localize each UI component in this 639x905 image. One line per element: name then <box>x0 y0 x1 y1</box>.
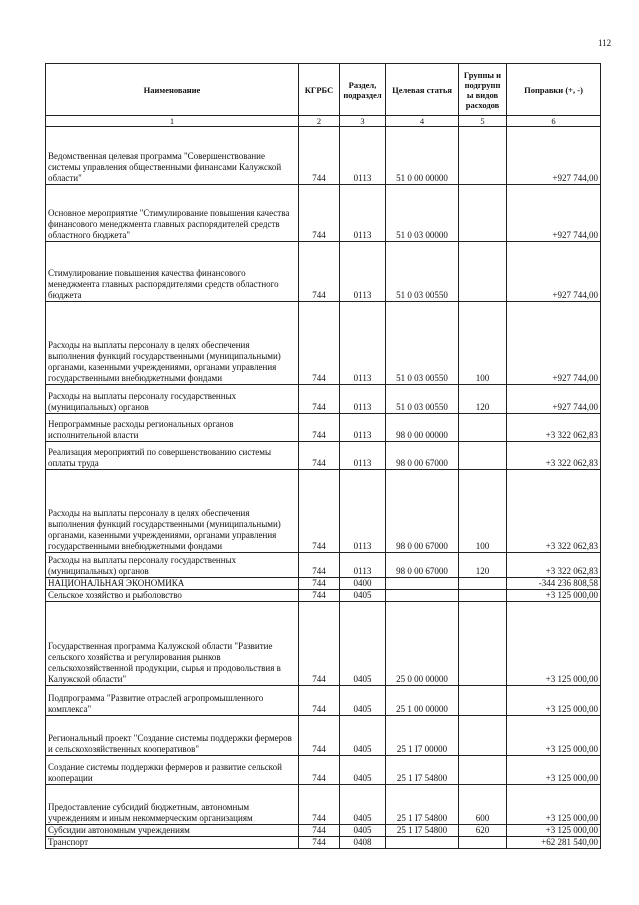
row-kgrbs: 744 <box>299 785 340 825</box>
table-row <box>46 756 601 785</box>
row-name: Ведомственная целевая программа "Совершенствование системы управления общественными финансами Калужской области" <box>46 127 299 185</box>
row-group: 100 <box>459 470 507 553</box>
row-target: 25 1 I7 54800 <box>386 825 459 837</box>
row-target: 25 1 I7 54800 <box>386 785 459 825</box>
table-row <box>46 302 601 385</box>
row-target: 98 0 00 67000 <box>386 553 459 578</box>
row-kgrbs: 744 <box>299 756 340 785</box>
row-kgrbs: 744 <box>299 590 340 602</box>
row-kgrbs: 744 <box>299 837 340 849</box>
row-name: Расходы на выплаты персоналу в целях обеспечения выполнения функций государственными (муниципальными) органами, казенными учреждениями, органами управления государственными внебюджетными фондами <box>46 302 299 385</box>
row-target: 98 0 00 67000 <box>386 442 459 470</box>
page-number: 112 <box>598 38 612 48</box>
row-group: 120 <box>459 385 507 414</box>
row-name: Государственная программа Калужской области "Развитие сельского хозяйства и регулирования рынков сельскохозяйственной продукции, сырья и продовольствия в Калужской области" <box>46 602 299 686</box>
header-groups: Группы и подгрупп ы видов расходов <box>459 64 507 116</box>
table-row <box>46 578 601 590</box>
row-amount: +3 125 000,00 <box>507 825 601 837</box>
row-target: 51 0 03 00550 <box>386 302 459 385</box>
table-row <box>46 127 601 185</box>
row-group <box>459 716 507 756</box>
table-row <box>46 470 601 553</box>
row-group <box>459 686 507 716</box>
row-amount: +3 322 062,83 <box>507 470 601 553</box>
row-name: Создание системы поддержки фермеров и развитие сельской кооперации <box>46 756 299 785</box>
row-target: 25 1 I7 00000 <box>386 716 459 756</box>
row-group <box>459 442 507 470</box>
row-target <box>386 590 459 602</box>
row-name: Стимулирование повышения качества финансового менеджмента главных распорядителями средств областного бюджета <box>46 242 299 302</box>
row-amount: +3 125 000,00 <box>507 590 601 602</box>
col-number: 1 <box>46 116 299 127</box>
col-number: 4 <box>386 116 459 127</box>
row-target: 51 0 03 00550 <box>386 385 459 414</box>
table-row <box>46 185 601 242</box>
row-amount: +3 322 062,83 <box>507 553 601 578</box>
row-kgrbs: 744 <box>299 127 340 185</box>
header-kgrbs: КГРБС <box>299 64 340 116</box>
table-row <box>46 414 601 442</box>
row-kgrbs: 744 <box>299 825 340 837</box>
table-row <box>46 686 601 716</box>
row-kgrbs: 744 <box>299 470 340 553</box>
row-kgrbs: 744 <box>299 442 340 470</box>
table-row <box>46 242 601 302</box>
row-group <box>459 414 507 442</box>
row-group <box>459 590 507 602</box>
row-name: Предоставление субсидий бюджетным, автономным учреждениям и иным некоммерческим организациям <box>46 785 299 825</box>
col-number: 3 <box>340 116 386 127</box>
row-group <box>459 127 507 185</box>
row-group <box>459 185 507 242</box>
header-section: Раздел, подраздел <box>340 64 386 116</box>
row-name: Региональный проект "Создание системы поддержки фермеров и сельскохозяйственных кооперативов" <box>46 716 299 756</box>
row-amount: +3 125 000,00 <box>507 756 601 785</box>
table-row <box>46 837 601 849</box>
row-section: 0113 <box>340 127 386 185</box>
table-row <box>46 553 601 578</box>
row-name: Субсидии автономным учреждениям <box>46 825 299 837</box>
row-section: 0405 <box>340 686 386 716</box>
row-amount: -344 236 808,58 <box>507 578 601 590</box>
row-section: 0405 <box>340 602 386 686</box>
row-target <box>386 578 459 590</box>
row-section: 0405 <box>340 716 386 756</box>
row-section: 0400 <box>340 578 386 590</box>
table-row <box>46 442 601 470</box>
row-group <box>459 837 507 849</box>
row-kgrbs: 744 <box>299 242 340 302</box>
row-section: 0408 <box>340 837 386 849</box>
row-kgrbs: 744 <box>299 716 340 756</box>
row-name: Расходы на выплаты персоналу в целях обеспечения выполнения функций государственными (муниципальными) органами, казенными учреждениями, органами управления государственными внебюджетными фондами <box>46 470 299 553</box>
row-section: 0113 <box>340 414 386 442</box>
row-group: 120 <box>459 553 507 578</box>
header-target: Целевая статья <box>386 64 459 116</box>
row-section: 0405 <box>340 756 386 785</box>
row-name: Непрограммные расходы региональных органов исполнительной власти <box>46 414 299 442</box>
row-kgrbs: 744 <box>299 385 340 414</box>
col-number: 6 <box>507 116 601 127</box>
row-target: 98 0 00 00000 <box>386 414 459 442</box>
row-group: 100 <box>459 302 507 385</box>
row-amount: +62 281 540,00 <box>507 837 601 849</box>
header-amendments: Поправки (+, -) <box>507 64 601 116</box>
row-section: 0113 <box>340 470 386 553</box>
row-amount: +3 322 062,83 <box>507 414 601 442</box>
table-row <box>46 602 601 686</box>
row-kgrbs: 744 <box>299 302 340 385</box>
row-amount: +3 125 000,00 <box>507 716 601 756</box>
row-amount: +3 322 062,83 <box>507 442 601 470</box>
row-section: 0113 <box>340 553 386 578</box>
row-name: Транспорт <box>46 837 299 849</box>
row-section: 0405 <box>340 825 386 837</box>
row-target: 51 0 03 00550 <box>386 242 459 302</box>
row-group <box>459 756 507 785</box>
row-group <box>459 602 507 686</box>
table-row <box>46 385 601 414</box>
row-section: 0113 <box>340 442 386 470</box>
row-section: 0113 <box>340 242 386 302</box>
row-amount: +927 744,00 <box>507 127 601 185</box>
col-number: 5 <box>459 116 507 127</box>
row-name: Основное мероприятие "Стимулирование повышения качества финансового менеджмента главных распорядителей средств областного бюджета" <box>46 185 299 242</box>
row-name: Подпрограмма "Развитие отраслей агропромышленного комплекса" <box>46 686 299 716</box>
row-kgrbs: 744 <box>299 553 340 578</box>
row-target: 25 1 I7 54800 <box>386 756 459 785</box>
row-kgrbs: 744 <box>299 185 340 242</box>
row-amount: +927 744,00 <box>507 302 601 385</box>
row-amount: +3 125 000,00 <box>507 686 601 716</box>
row-amount: +927 744,00 <box>507 242 601 302</box>
col-number: 2 <box>299 116 340 127</box>
row-amount: +927 744,00 <box>507 385 601 414</box>
row-kgrbs: 744 <box>299 414 340 442</box>
row-amount: +3 125 000,00 <box>507 602 601 686</box>
amendments-table <box>45 63 601 849</box>
row-group <box>459 242 507 302</box>
row-target <box>386 837 459 849</box>
row-section: 0113 <box>340 302 386 385</box>
table-row <box>46 716 601 756</box>
row-name: Реализация мероприятий по совершенствованию системы оплаты труда <box>46 442 299 470</box>
row-kgrbs: 744 <box>299 686 340 716</box>
row-target: 51 0 03 00000 <box>386 185 459 242</box>
row-name: Расходы на выплаты персоналу государственных (муниципальных) органов <box>46 385 299 414</box>
row-target: 98 0 00 67000 <box>386 470 459 553</box>
row-kgrbs: 744 <box>299 602 340 686</box>
row-group: 600 <box>459 785 507 825</box>
table-row <box>46 785 601 825</box>
row-amount: +927 744,00 <box>507 185 601 242</box>
row-name: Расходы на выплаты персоналу государственных (муниципальных) органов <box>46 553 299 578</box>
row-target: 25 0 00 00000 <box>386 602 459 686</box>
header-name: Наименование <box>46 64 299 116</box>
row-target: 25 1 00 00000 <box>386 686 459 716</box>
row-name: Сельское хозяйство и рыболовство <box>46 590 299 602</box>
row-target: 51 0 00 00000 <box>386 127 459 185</box>
table-row <box>46 590 601 602</box>
row-amount: +3 125 000,00 <box>507 785 601 825</box>
row-name: НАЦИОНАЛЬНАЯ ЭКОНОМИКА <box>46 578 299 590</box>
row-section: 0405 <box>340 785 386 825</box>
row-group: 620 <box>459 825 507 837</box>
row-kgrbs: 744 <box>299 578 340 590</box>
row-section: 0113 <box>340 385 386 414</box>
row-section: 0405 <box>340 590 386 602</box>
row-group <box>459 578 507 590</box>
row-section: 0113 <box>340 185 386 242</box>
table-row <box>46 825 601 837</box>
